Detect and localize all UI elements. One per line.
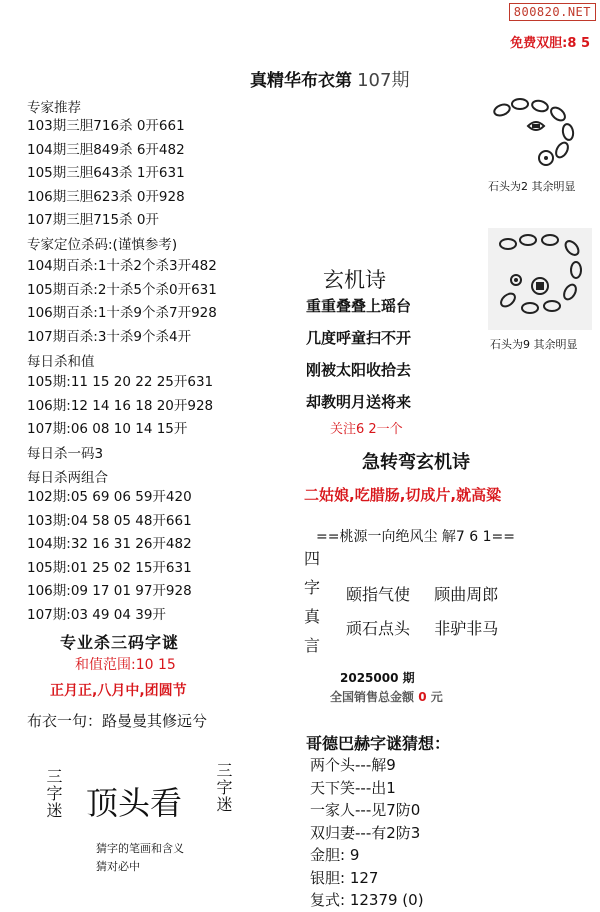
riddle-phrase: 正月正,八月中,团圆节 <box>50 683 187 699</box>
list-item: 106期:12 14 16 18 20开928 <box>27 397 214 414</box>
page-title <box>250 66 409 92</box>
riddle-side-right: 三字迷 <box>214 762 233 813</box>
phrase: 非驴非马 <box>434 619 499 638</box>
list-item: 103期三胆716杀 0开661 <box>27 118 185 134</box>
xuanji-title: 玄机诗 <box>323 268 386 292</box>
turn-poem-line: 二姑娘,吃腊肠,切成片,就高粱 <box>304 486 502 504</box>
list-item: 107期:03 49 04 39开 <box>27 606 166 623</box>
list-item: 复式: 12379 (0) <box>310 891 424 909</box>
list-item: 107期:06 08 10 14 15开 <box>27 421 188 437</box>
goldbach-list <box>310 754 424 912</box>
position-kill-heading: 专家定位杀码:(谨慎参考) <box>27 237 178 253</box>
stone-chain-image-1 <box>488 96 588 172</box>
list-item: 106期百杀:1十杀9个杀7开928 <box>27 305 217 321</box>
riddle-side-left: 三字迷 <box>44 768 63 819</box>
list-item: 一家人---见7防0 <box>310 801 421 819</box>
riddle-hint-2: 猜对必中 <box>96 860 140 873</box>
list-item: 天下笑---出1 <box>310 778 396 797</box>
sales-total <box>330 688 443 705</box>
title-main: 真精华布衣第 <box>250 71 352 91</box>
sales-issue: 2025000 期 <box>340 671 415 685</box>
side-char: 四 <box>304 549 321 568</box>
list-item: 105期:01 25 02 15开631 <box>27 559 192 576</box>
list-item: 两个头---解9 <box>310 756 396 774</box>
poem-line: 重重叠叠上瑶台 <box>306 297 412 315</box>
riddle-hint-1: 猜字的笔画和含义 <box>96 842 184 855</box>
list-item: 107期三胆715杀 0开 <box>27 212 159 228</box>
phrase: 顽石点头 <box>346 619 411 638</box>
phrase: 颐指气使 <box>346 585 411 604</box>
daily-one: 每日杀一码3 <box>27 446 104 462</box>
side-char: 言 <box>304 636 321 655</box>
list-item: 双归妻---有2防3 <box>310 823 421 842</box>
goldbach-heading: 哥德巴赫字谜猜想： <box>306 734 451 753</box>
sum-range: 和值范围:10 15 <box>75 657 176 673</box>
daily-two-list <box>27 486 192 627</box>
poem-line: 刚被太阳收拾去 <box>306 361 412 379</box>
list-item: 105期:11 15 20 22 25开631 <box>27 374 214 390</box>
xuanji-lines <box>306 295 411 423</box>
side-char: 字 <box>304 578 321 597</box>
four-char-row-2 <box>346 616 498 639</box>
follow-text: 关注6 2一个 <box>330 422 403 437</box>
list-item: 104期三胆849杀 6开482 <box>27 141 185 158</box>
stone-caption-2: 石头为9 其余明显 <box>490 338 578 351</box>
site-badge: 800820.NET <box>509 3 596 21</box>
list-item: 104期百杀:1十杀2个杀3开482 <box>27 258 217 274</box>
four-char-side <box>304 544 320 660</box>
free-pick: 免费双胆:8 5 <box>510 36 590 51</box>
list-item: 105期百杀:2十杀5个杀0开631 <box>27 281 217 298</box>
expert-list <box>27 115 185 233</box>
list-item: 银胆: 127 <box>310 868 379 887</box>
three-riddle-title: 专业杀三码字谜 <box>60 633 180 652</box>
expert-heading: 专家推荐 <box>27 100 81 116</box>
sales-unit: 元 <box>426 690 443 704</box>
turn-poem-title: 急转弯玄机诗 <box>362 452 470 473</box>
list-item: 金胆: 9 <box>310 846 360 864</box>
four-char-row-1 <box>346 582 498 605</box>
side-char: 真 <box>304 607 321 626</box>
list-item: 105期三胆643杀 1开631 <box>27 165 185 181</box>
position-kill-list <box>27 255 217 349</box>
list-item: 107期百杀:3十杀9个杀4开 <box>27 328 192 345</box>
list-item: 106期:09 17 01 97开928 <box>27 583 192 599</box>
stone-chain-image-2 <box>488 228 592 330</box>
stone-caption-1: 石头为2 其余明显 <box>488 180 576 193</box>
riddle-main: 顶头看 <box>86 784 183 822</box>
poem-line: 却教明月送将来 <box>306 393 412 411</box>
buyi-line: 布衣一句：路曼曼其修远兮 <box>27 712 208 730</box>
list-item: 102期:05 69 06 59开420 <box>27 489 192 505</box>
daily-sum-heading: 每日杀和值 <box>27 354 95 370</box>
sales-amount: 0 <box>418 690 427 704</box>
daily-two-heading: 每日杀两组合 <box>27 470 108 486</box>
list-item: 103期:04 58 05 48开661 <box>27 512 192 529</box>
daily-sum-list <box>27 371 213 442</box>
sales-label: 全国销售总金额 <box>330 690 419 704</box>
phrase: 顾曲周郎 <box>434 585 499 604</box>
list-item: 104期:32 16 31 26开482 <box>27 536 192 552</box>
title-issue: 107期 <box>357 70 410 91</box>
poem-line: 几度呼童扫不开 <box>306 329 412 347</box>
taoyuan-line: ==桃源一向绝风尘 解7 6 1== <box>316 529 515 545</box>
list-item: 106期三胆623杀 0开928 <box>27 188 185 205</box>
